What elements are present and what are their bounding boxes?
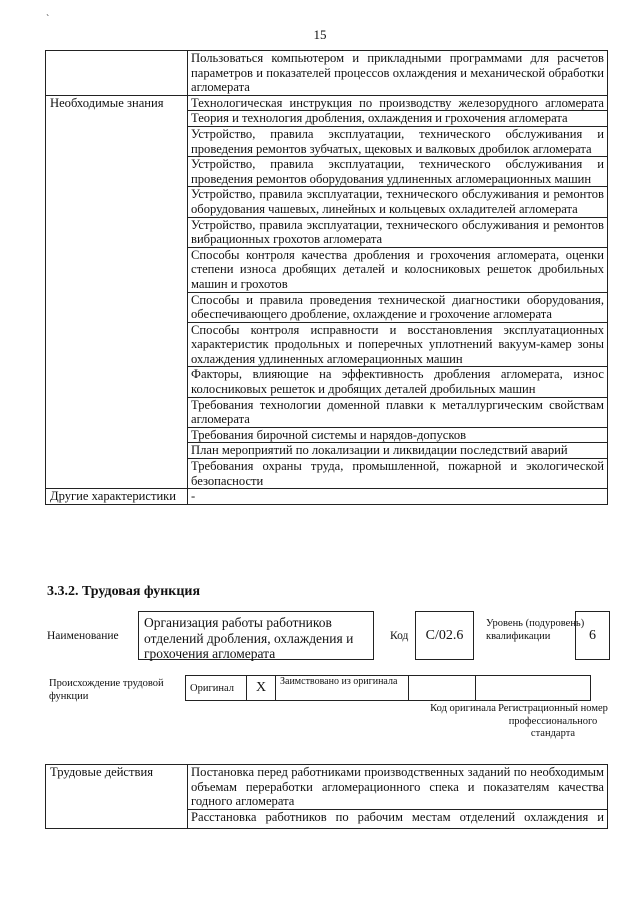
level-label: Уровень (подуровень) квалификации — [486, 618, 585, 642]
action-item: Постановка перед работниками производственных заданий по необходимым объемам переработки агломерационного спека и показателям качества годного агломерата — [188, 765, 608, 810]
empty-label-cell — [46, 51, 188, 96]
table-row — [46, 489, 608, 505]
original-mark: X — [247, 676, 276, 701]
knowledge-item: Устройство, правила эксплуатации, технического обслуживания и проведения ремонтов зубчатых, щековых и валковых дробилок агломерата — [188, 126, 608, 156]
table-row — [46, 765, 608, 810]
knowledge-item: Устройство, правила эксплуатации, технического обслуживания и ремонтов оборудования чашевых, линейных и кольцевых охладителей агломерата — [188, 187, 608, 217]
page-mark: ` — [46, 14, 50, 25]
origin-reg-cell — [476, 676, 591, 701]
action-item: Расстановка работников по рабочим местам отделений охлаждения и — [188, 809, 608, 828]
knowledge-item: Факторы, влияющие на эффективность дробления агломерата, износ колосниковых решеток и дробящих деталей дробильных машин — [188, 367, 608, 397]
table-row — [186, 676, 591, 701]
code-caption: Код оригинала — [430, 703, 496, 714]
knowledge-item: Технологическая инструкция по производству железорудного агломерата — [188, 95, 608, 111]
knowledge-label: Необходимые знания — [46, 95, 188, 488]
borrowed-label: Заимствовано из оригинала — [276, 676, 409, 701]
knowledge-item: Требования бирочной системы и нарядов-допусков — [188, 427, 608, 443]
knowledge-table — [45, 50, 608, 505]
knowledge-item: Устройство, правила эксплуатации, технического обслуживания и проведения ремонтов оборудования удлиненных агломерационных машин — [188, 157, 608, 187]
code-label: Код — [390, 630, 409, 642]
qualification-level: 6 — [575, 611, 610, 660]
actions-table — [45, 764, 608, 829]
origin-table — [185, 675, 591, 701]
section-heading: 3.3.2. Трудовая функция — [47, 584, 201, 599]
reg-caption: Регистрационный номер профессионального стандарта — [498, 703, 608, 739]
knowledge-item: Устройство, правила эксплуатации, технического обслуживания и ремонтов вибрационных грохотов агломерата — [188, 217, 608, 247]
knowledge-item: Теория и технология дробления, охлаждения и грохочения агломерата — [188, 111, 608, 127]
name-label: Наименование — [47, 630, 119, 642]
actions-label: Трудовые действия — [46, 765, 188, 829]
origin-label: Происхождение трудовой функции — [49, 678, 164, 702]
knowledge-item: План мероприятий по локализации и ликвидации последствий аварий — [188, 443, 608, 459]
table-row — [46, 51, 608, 96]
skills-cell: Пользоваться компьютером и прикладными программами для расчетов параметров и показателей процессов охлаждения и механической обработки агломерата — [188, 51, 608, 96]
knowledge-item: Способы и правила проведения технической диагностики оборудования, обеспечивающего дробление, охлаждение и грохочение агломерата — [188, 292, 608, 322]
knowledge-item: Способы контроля исправности и восстановления эксплуатационных характеристик продольных и поперечных уплотнений вакуум-камер зоны охлаждения удлиненных агломерационных машин — [188, 322, 608, 367]
function-header — [45, 611, 610, 666]
origin-code-cell — [409, 676, 476, 701]
knowledge-item: Требования технологии доменной плавки к металлургическим свойствам агломерата — [188, 397, 608, 427]
function-name: Организация работы работников отделений дробления, охлаждения и грохочения агломерата — [138, 611, 374, 660]
knowledge-item: Способы контроля качества дробления и грохочения агломерата, оценки степени износа дробящих деталей и колосниковых решеток дробильных машин и грохотов — [188, 247, 608, 292]
function-code: С/02.6 — [415, 611, 474, 660]
other-label: Другие характеристики — [46, 489, 188, 505]
knowledge-item: Требования охраны труда, промышленной, пожарной и экологической безопасности — [188, 459, 608, 489]
original-label: Оригинал — [186, 676, 247, 701]
page-number: 15 — [313, 27, 327, 42]
other-value: - — [188, 489, 608, 505]
table-row — [46, 95, 608, 111]
